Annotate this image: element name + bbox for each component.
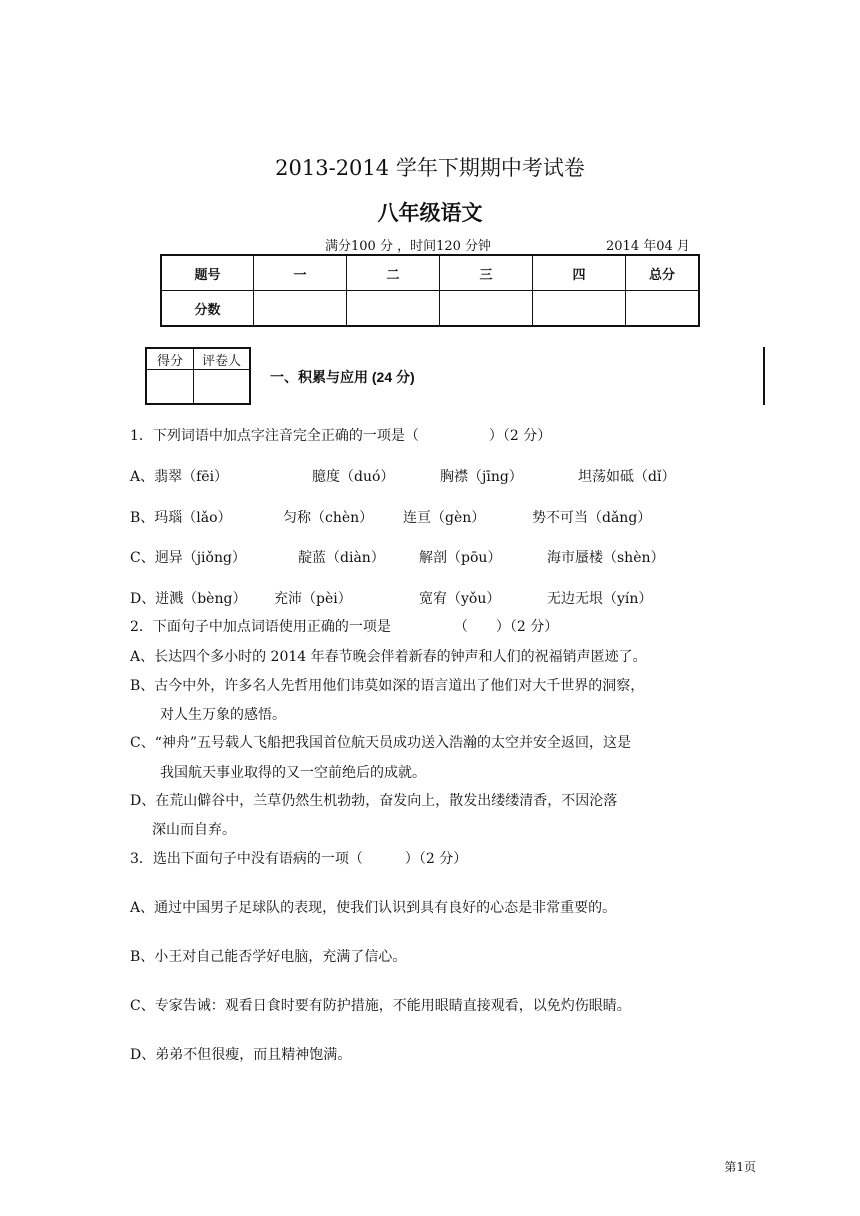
score-table-score-row	[161, 291, 699, 327]
score-input-total[interactable]	[626, 291, 700, 327]
q1-option-c-2: 靛蓝（diàn）	[298, 550, 385, 566]
q1-option-d-4: 无边无垠（yín）	[547, 591, 653, 607]
q2-option-d-line1: D、在荒山僻谷中，兰草仍然生机勃勃，奋发向上，散发出缕缕清香，不因沦落	[130, 793, 618, 809]
q3-stem: 3．选出下面句子中没有语病的一项（ ）（2 分）	[130, 851, 468, 867]
grader-name-input[interactable]	[194, 370, 251, 405]
score-cell-q2: 二	[347, 255, 440, 291]
q3-option-a: A、通过中国男子足球队的表现，使我们认识到具有良好的心态是非常重要的。	[130, 900, 617, 916]
grader-score-label: 得分	[146, 348, 194, 370]
score-cell-total: 总分	[626, 255, 700, 291]
exam-meta-duration: 满分100 分 ，时间120 分钟	[325, 239, 492, 254]
score-table-header-row	[161, 255, 699, 291]
grader-score-input[interactable]	[146, 370, 194, 405]
q1-option-c-4: 海市蜃楼（shèn）	[547, 550, 665, 566]
q1-option-b-4: 势不可当（dǎng）	[532, 510, 652, 526]
score-cell-score-label: 分数	[161, 291, 254, 327]
q2-option-c-line2: 我国航天事业取得的又一空前绝后的成就。	[160, 765, 426, 781]
q3-option-d: D、弟弟不但很瘦，而且精神饱满。	[130, 1047, 352, 1063]
q1-option-a-1: A、翡翠（fēi）	[130, 469, 229, 485]
q2-option-b-line1: B、古今中外，许多名人先哲用他们讳莫如深的语言道出了他们对大千世界的洞察，	[130, 678, 645, 694]
q2-option-d-line2: 深山而自弃。	[152, 822, 236, 838]
margin-bar	[763, 347, 765, 405]
q1-stem: 1．下列词语中加点字注音完全正确的一项是（ ）（2 分）	[130, 428, 552, 444]
q1-option-b-3: 连亘（gèn）	[403, 510, 486, 526]
q1-option-a-3: 胸襟（jīng）	[440, 469, 523, 485]
grader-box	[145, 347, 251, 405]
score-cell-label: 题号	[161, 255, 254, 291]
score-input-q1[interactable]	[254, 291, 347, 327]
exam-meta-date: 2014 年04 月	[606, 239, 690, 254]
grader-name-label: 评卷人	[194, 348, 251, 370]
score-input-q4[interactable]	[533, 291, 626, 327]
q2-option-c-line1: C、“神舟”五号载人飞船把我国首位航天员成功送入浩瀚的太空并安全返回，这是	[130, 735, 632, 751]
q1-option-a-2: 臆度（duó）	[312, 469, 395, 485]
score-table	[160, 254, 700, 327]
section-title: 一、积累与应用 (24 分)	[270, 369, 415, 385]
q1-option-c-1: C、迥异（jiǒng）	[130, 550, 246, 566]
page-number: 第1页	[724, 1160, 756, 1174]
q1-option-b-2: 匀称（chèn）	[283, 510, 374, 526]
q1-option-d-2: 充沛（pèi）	[274, 591, 352, 607]
q2-stem: 2．下面句子中加点词语使用正确的一项是 （ ）（2 分）	[130, 619, 559, 635]
score-input-q3[interactable]	[440, 291, 533, 327]
q1-option-a-4: 坦荡如砥（dǐ）	[578, 469, 676, 485]
exam-title: 2013-2014 学年下期期中考试卷	[275, 156, 585, 180]
score-cell-q3: 三	[440, 255, 533, 291]
score-input-q2[interactable]	[347, 291, 440, 327]
q2-option-a: A、长达四个多小时的 2014 年春节晚会伴着新春的钟声和人们的祝福销声匿迹了。	[130, 649, 647, 665]
q3-option-c: C、专家告诫：观看日食时要有防护措施，不能用眼睛直接观看，以免灼伤眼睛。	[130, 998, 631, 1014]
q1-option-d-3: 宽宥（yǒu）	[419, 591, 501, 607]
q3-option-b: B、小王对自己能否学好电脑，充满了信心。	[130, 949, 407, 965]
exam-subject: 八年级语文	[377, 200, 483, 225]
score-cell-q1: 一	[254, 255, 347, 291]
q1-option-d-1: D、迸溅（bèng）	[130, 591, 247, 607]
q1-option-c-3: 解剖（pōu）	[419, 550, 502, 566]
score-cell-q4: 四	[533, 255, 626, 291]
q2-option-b-line2: 对人生万象的感悟。	[160, 707, 286, 723]
q1-option-b-1: B、玛瑙（lǎo）	[130, 510, 232, 526]
